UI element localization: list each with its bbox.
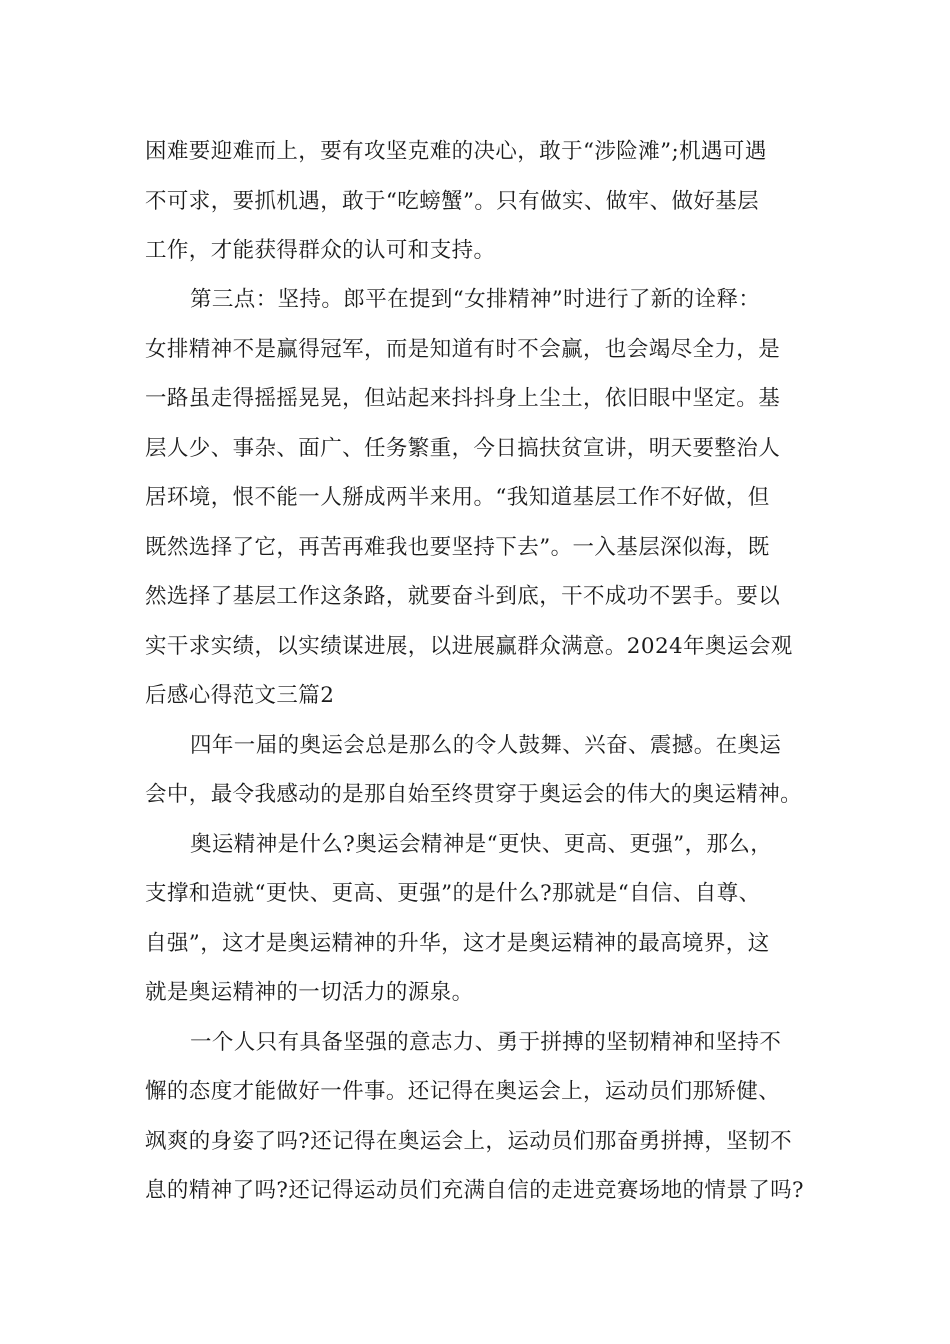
text-line: 不可求，要抓机遇，敢于“吃螃蟹”。只有做实、做牢、做好基层 — [145, 189, 760, 214]
text-line: 然选择了基层工作这条路，就要奋斗到底，干不成功不罢手。要以 — [145, 584, 781, 609]
text-line: 困难要迎难而上，要有攻坚克难的决心，敢于“涉险滩”;机遇可遇 — [145, 139, 767, 164]
text-line: 工作，才能获得群众的认可和支持。 — [145, 238, 496, 263]
paragraph-start-line: 第三点：坚持。郎平在提到“女排精神”时进行了新的诠释： — [190, 287, 761, 312]
text-line: 层人少、事杂、面广、任务繁重，今日搞扶贫宣讲，明天要整治人 — [145, 436, 781, 461]
paragraph-start-line: 四年一届的奥运会总是那么的令人鼓舞、兴奋、震撼。在奥运 — [190, 733, 782, 758]
text-line: 会中，最令我感动的是那自始至终贯穿于奥运会的伟大的奥运精神。 — [145, 782, 803, 807]
text-line: 自强”，这才是奥运精神的升华，这才是奥运精神的最高境界，这 — [145, 931, 770, 956]
paragraph-start-line: 一个人只有具备坚强的意志力、勇于拼搏的坚韧精神和坚持不 — [190, 1030, 782, 1055]
section-title-line: 后感心得范文三篇2 — [145, 683, 335, 708]
text-line: 居环境，恨不能一人掰成两半来用。“我知道基层工作不好做，但 — [145, 485, 770, 510]
text-line: 飒爽的身姿了吗?还记得在奥运会上，运动员们那奋勇拼搏，坚韧不 — [145, 1129, 793, 1154]
text-line: 支撑和造就“更快、更高、更强”的是什么?那就是“自信、自尊、 — [145, 881, 761, 906]
text-line: 既然选择了它，再苦再难我也要坚持下去”。一入基层深似海，既 — [145, 535, 770, 560]
text-line: 女排精神不是赢得冠军，而是知道有时不会赢，也会竭尽全力，是 — [145, 337, 781, 362]
text-line: 就是奥运精神的一切活力的源泉。 — [145, 980, 474, 1005]
text-line: 实干求实绩，以实绩谋进展，以进展赢群众满意。2024年奥运会观 — [145, 634, 793, 659]
text-line: 懈的态度才能做好一件事。还记得在奥运会上，运动员们那矫健、 — [145, 1079, 781, 1104]
paragraph-start-line: 奥运精神是什么?奥运会精神是“更快、更高、更强”，那么， — [190, 832, 773, 857]
text-line: 息的精神了吗?还记得运动员们充满自信的走进竞赛场地的情景了吗? — [145, 1178, 804, 1203]
text-line: 一路虽走得摇摇晃晃，但站起来抖抖身上尘土，依旧眼中坚定。基 — [145, 386, 781, 411]
